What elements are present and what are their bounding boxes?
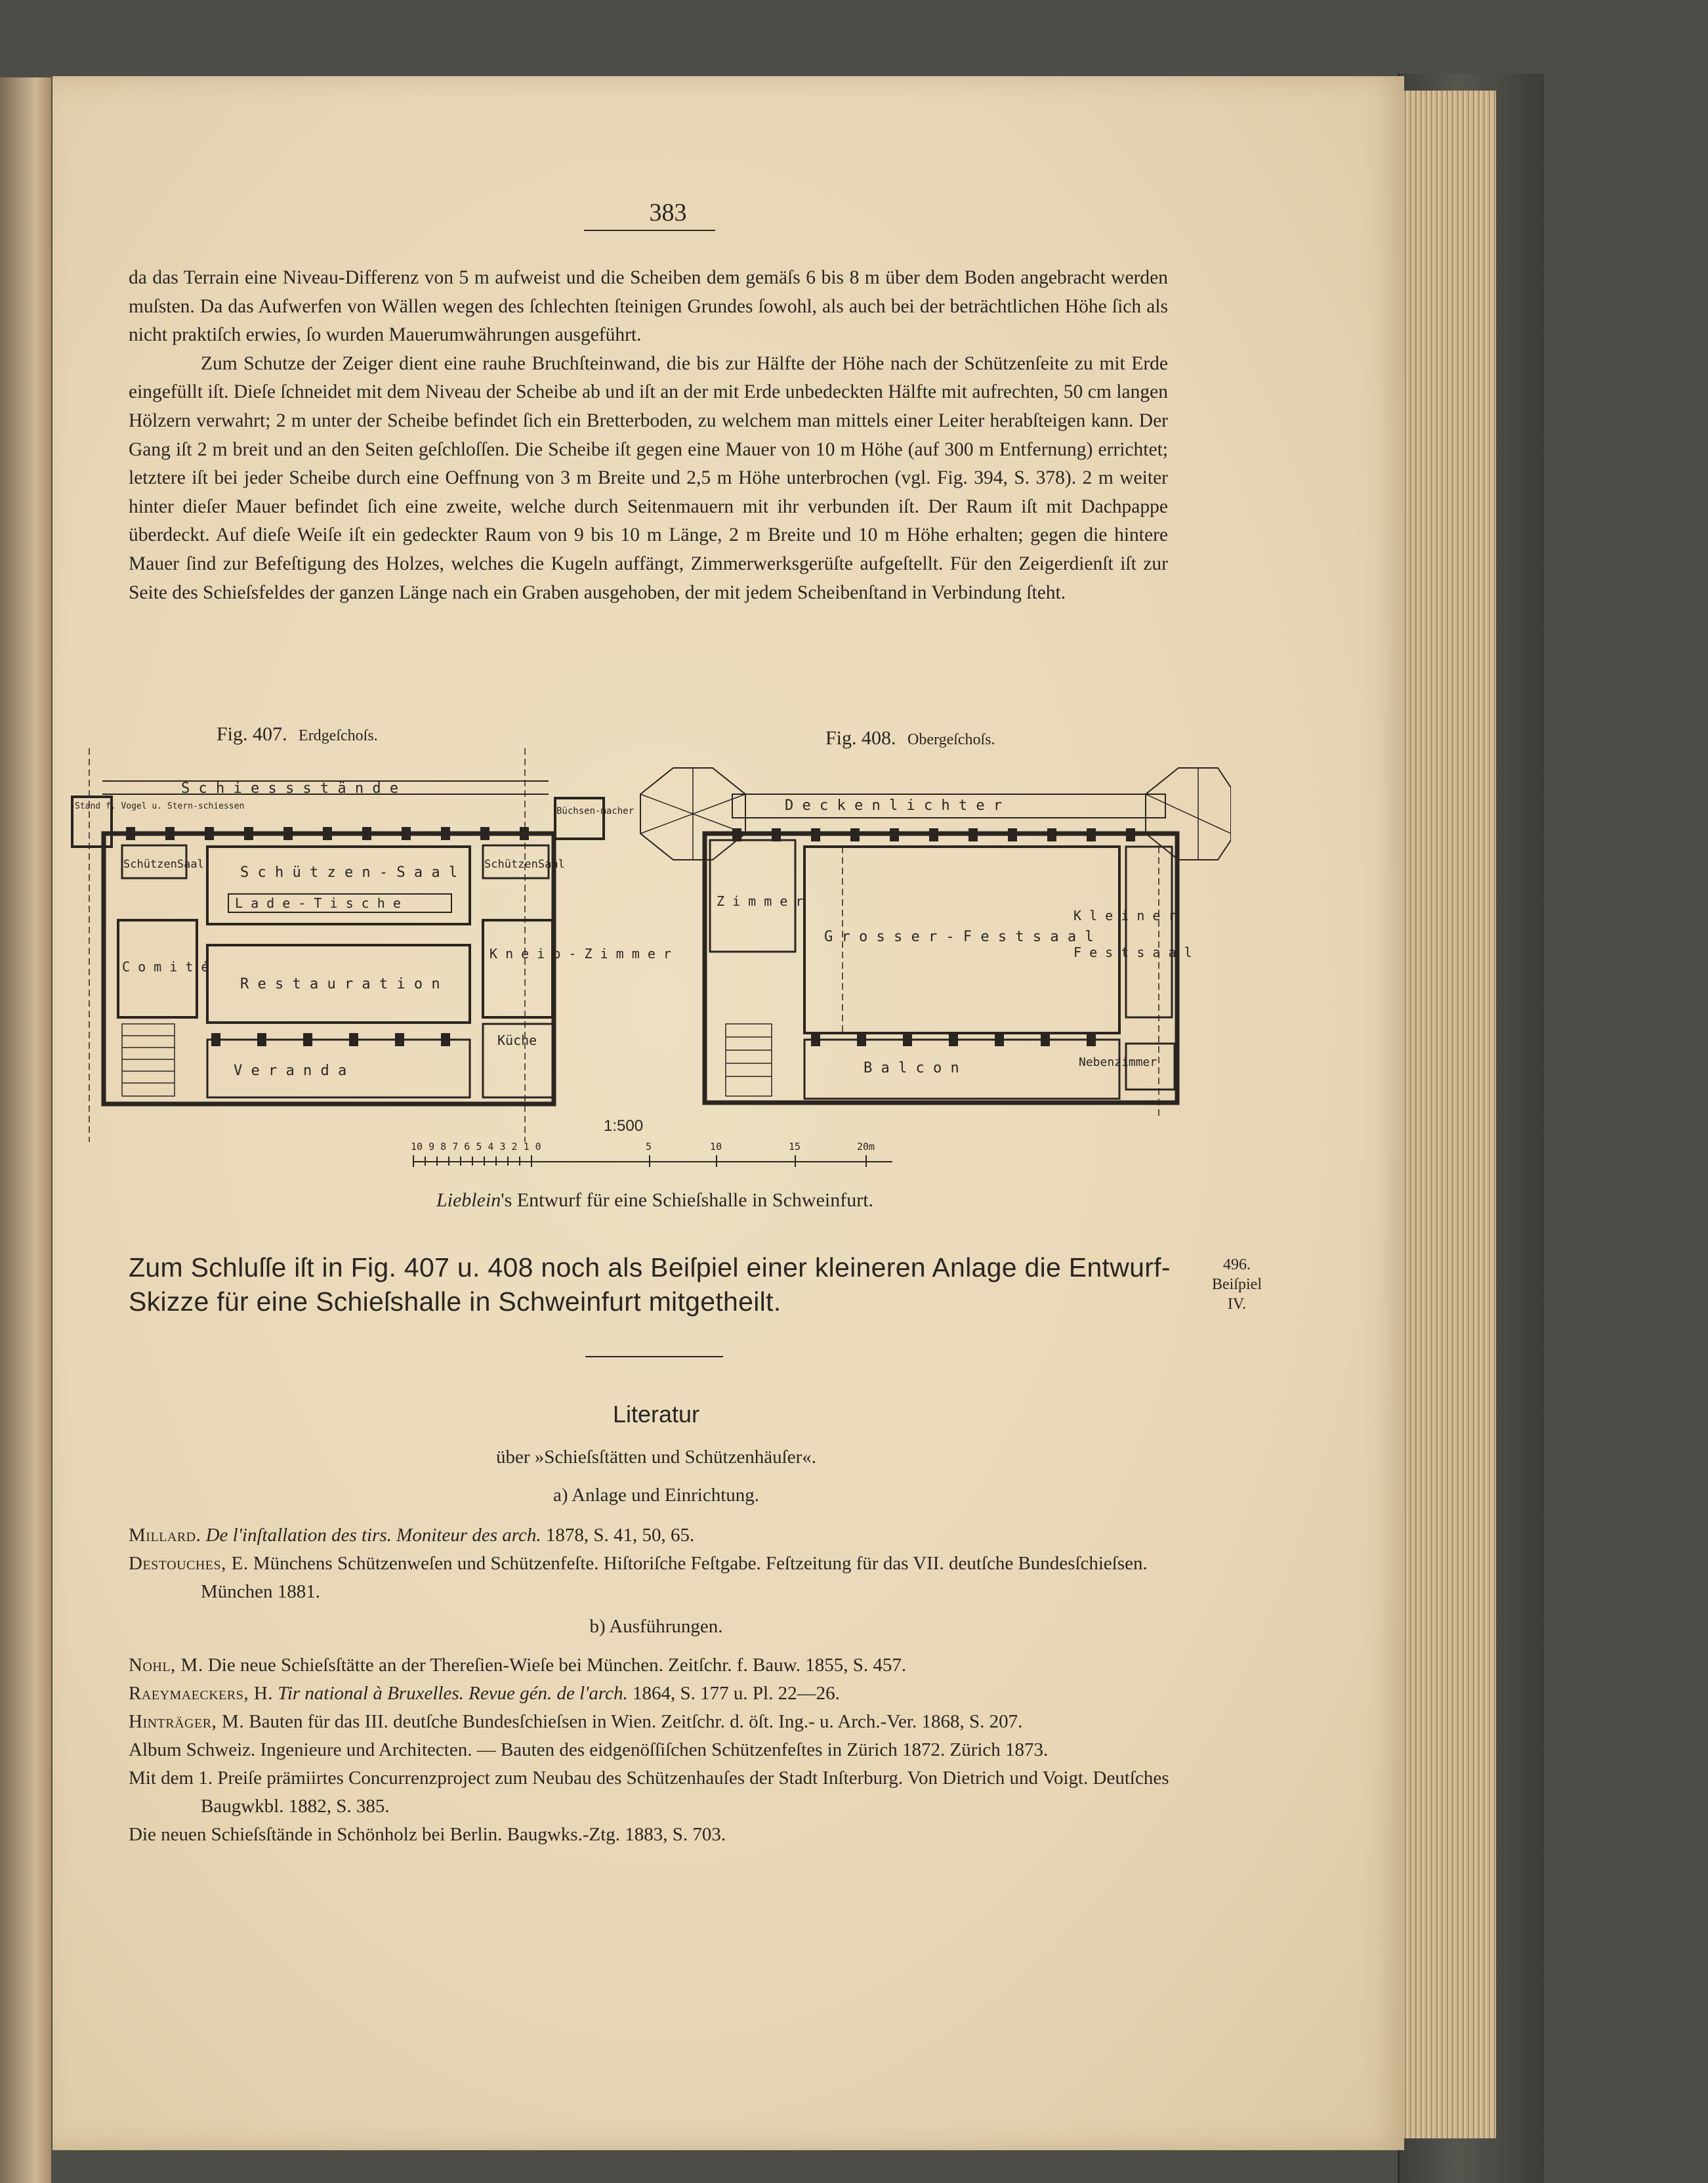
scale-tick-15: 15 <box>789 1141 801 1153</box>
label-festsaal: G r o s s e r - F e s t s a a l <box>824 929 1094 945</box>
reference-item: Raeymaeckers, H. Tir national à Bruxelles. Revue gén. de l'arch. 1864, S. 177 u. Pl. 22—26. <box>129 1683 840 1704</box>
label-kleiner: K l e i n e r <box>1073 908 1177 923</box>
reference-item: Album Schweiz. Ingenieure und Architecten. — Bauten des eidgenöſſiſchen Schützenfeſtes in Zürich 1872. Zürich 1873. <box>129 1739 1049 1760</box>
label-nebenzimmer: Nebenzimmer <box>1079 1055 1157 1069</box>
section-b-heading: b) Ausführungen. <box>589 1616 723 1637</box>
reference-item: Destouches, E. Münchens Schützenweſen und Schützenfeſte. Hiſtoriſche Feſtgabe. Feſtzeitung für das VII. deutſche Bundesſchieſsen. München 1881. <box>129 1553 1148 1602</box>
label-restauration: R e s t a u r a t i o n <box>240 976 440 992</box>
fig407-plan <box>72 748 671 1142</box>
figure-caption: Lieblein's Entwurf für eine Schieſshalle in Schweinfurt. <box>436 1189 874 1211</box>
scale-left-ticks: 10 9 8 7 6 5 4 3 2 1 0 <box>411 1141 541 1153</box>
references-a <box>129 1521 1172 1606</box>
label-stand: Stand f. Vogel u. Stern-schiessen <box>75 801 245 811</box>
label-kueche: Küche <box>497 1032 537 1048</box>
scale-tick-20: 20m <box>857 1141 875 1153</box>
paragraph-2: Zum Schutze der Zeiger dient eine rauhe Bruchſteinwand, die bis zur Hälfte der Höhe nach der Schützenſeite zu mit Erde eingefüllt iſt. Dieſe ſchneidet mit dem Niveau der Scheibe ab und iſt an der mit Erde unbedeckten Hälfte mit aufrechten, 50 cm langen Hölzern verwahrt; 2 m unter der Scheibe befindet ſich ein Bretterboden, zu welchem man mittels einer Leiter herabſteigen kann. Der Gang iſt 2 m breit und an den Seiten geſchloſſen. Die Scheibe iſt gegen eine Mauer von 10 m Höhe (auf 300 m Entfernung) errichtet; letztere iſt bei jeder Scheibe durch eine Oeffnung von 3 m Breite und 2,5 m Höhe unterbrochen (vgl. Fig. 394, S. 378). 2 m weiter hinter dieſer Mauer befindet ſich eine zweite, welche durch Seitenmauern mit ihr verbunden iſt. Der Raum iſt mit Dachpappe überdeckt. Auf dieſe Weiſe iſt ein gedeckter Raum von 9 bis 10 m Länge, 2 m Breite und 10 m Höhe erhalten; gegen die hintere Mauer ſind zur Befeſtigung des Holzes, welches die Kugeln auffängt, Zimmerwerksgerüſte aufgeſtellt. Für den Zeigerdienſt iſt zur Seite des Schieſsfeldes der ganzen Länge nach ein Graben ausgehoben, der mit jedem Scheibenſtand in Verbindung ſteht. <box>129 352 1168 603</box>
page-edges <box>1398 91 1496 2138</box>
scale-bar <box>407 1135 906 1175</box>
label-ladetische: L a d e - T i s c h e <box>235 895 401 911</box>
reference-item: Die neuen Schieſsſtände in Schönholz bei Berlin. Baugwks.-Ztg. 1883, S. 703. <box>129 1824 726 1845</box>
literature-subtitle: über »Schieſsſtätten und Schützenhäuſer«. <box>495 1447 817 1468</box>
fig408-plan <box>640 768 1231 1116</box>
reference-item: Hinträger, M. Bauten für das III. deutſche Bundesſchieſsen in Wien. Zeitſchr. d. öſt. Ing.- u. Arch.-Ver. 1868, S. 207. <box>129 1711 1023 1732</box>
label-kneip: K n e i p - Z i m m e r <box>489 946 671 962</box>
page-number: 383 <box>649 199 687 226</box>
label-deckenlichter: D e c k e n l i c h t e r <box>785 797 1003 814</box>
label-schiessstaende: S c h i e s s s t ä n d e <box>181 780 399 797</box>
label-schuetzensaal-right: SchützenSaal <box>484 858 565 871</box>
label-zimmer: Z i m m e r <box>717 893 804 909</box>
separator-rule <box>585 1356 723 1357</box>
label-buechsenmacher: Büchsen-macher <box>556 806 635 816</box>
fig407-label: Fig. 407. Erdgeſchoſs. <box>217 723 378 745</box>
label-schuetzensaal-left: SchützenSaal <box>123 858 204 871</box>
fig408-label: Fig. 408. Obergeſchoſs. <box>825 727 995 749</box>
body-text <box>129 264 1168 607</box>
left-page-edge <box>0 77 51 2183</box>
label-balcon: B a l c o n <box>864 1060 959 1076</box>
note-paragraph: Zum Schluſſe iſt in Fig. 407 u. 408 noch als Beiſpiel einer kleineren Anlage die Entwurf-Skizze für eine Schieſshalle in Schweinfurt mitgetheilt. <box>129 1252 1171 1317</box>
page-number-rule <box>584 230 715 231</box>
scale-tick-5: 5 <box>646 1141 652 1153</box>
scale-ratio: 1:500 <box>604 1117 644 1135</box>
scale-tick-10: 10 <box>710 1141 722 1153</box>
reference-item: Nohl, M. Die neue Schieſsſtätte an der Thereſien-Wieſe bei München. Zeitſchr. f. Bauw. 1855, S. 457. <box>129 1655 907 1676</box>
references-b <box>129 1651 1172 1849</box>
label-festsaal2: F e s t s a a l <box>1073 944 1192 960</box>
reference-item: Mit dem 1. Preiſe prämiirtes Concurrenzproject zum Neubau des Schützenhauſes der Stadt Inſterburg. Von Dietrich und Voigt. Deutſches Baugwkbl. 1882, S. 385. <box>129 1768 1169 1817</box>
paragraph-1: da das Terrain eine Niveau-Differenz von 5 m aufweist und die Scheiben dem gemäſs 6 bis 8 m über dem Boden angebracht werden muſsten. Da das Aufwerfen von Wällen wegen des ſchlechten ſteinigen Grundes ſowohl, als auch bei der beträchtlichen Höhe ſich als nicht praktiſch erwies, ſo wurden Mauerumwährungen ausgeführt. <box>129 267 1168 346</box>
label-comite: C o m i t é <box>122 959 209 975</box>
section-a-heading: a) Anlage und Einrichtung. <box>552 1485 760 1506</box>
literature-title: Literatur <box>612 1401 700 1428</box>
margin-note: 496. Beiſpiel IV. <box>1212 1256 1262 1313</box>
floor-plans <box>63 748 1231 1155</box>
label-schuetzen-saal: S c h ü t z e n - S a a l <box>240 864 458 881</box>
reference-item: Millard. De l'inſtallation des tirs. Moniteur des arch. 1878, S. 41, 50, 65. <box>129 1525 695 1546</box>
label-veranda: V e r a n d a <box>234 1063 347 1079</box>
